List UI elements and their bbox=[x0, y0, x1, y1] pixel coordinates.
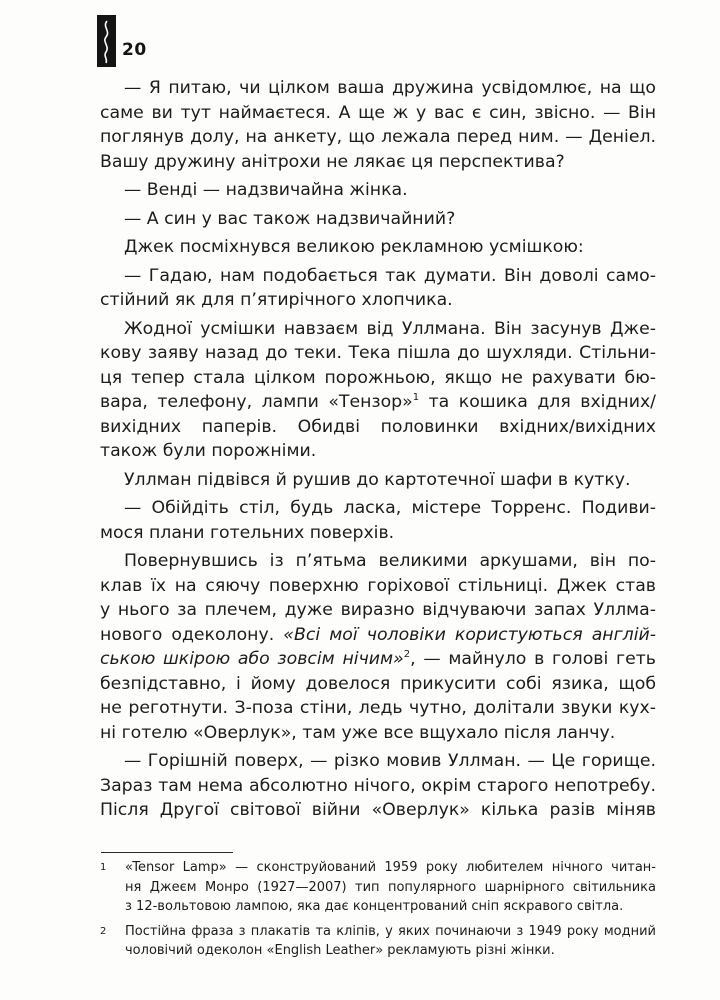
text-line: — А син у вас також надзвичайний? bbox=[124, 208, 456, 229]
paragraph bbox=[100, 496, 656, 545]
text-line: — Обійдіть стіл, будь ласка, містере Торренс. Подиви- bbox=[124, 498, 656, 518]
paragraph bbox=[100, 468, 656, 493]
text-line: саме ви тут наймаєтеся. А ще ж у вас є син, звісно. — Він bbox=[100, 102, 656, 123]
text-line: Після Другої світової війни «Оверлук» кілька разів міняв bbox=[100, 800, 656, 820]
text-line: — Горішній поверх, — різко мовив Уллман. — Це горище. bbox=[124, 751, 656, 771]
footnote-line: чоловічий одеколон «English Leather» рекламують різні жінки. bbox=[125, 943, 555, 958]
page-number: 20 bbox=[122, 40, 147, 60]
text-line: Джек посміхнувся великою рекламною усмішкою: bbox=[124, 237, 584, 257]
text-line: Жодної усмішки навзаєм від Уллмана. Він засунув Дже- bbox=[124, 318, 656, 339]
text-line: — Венді — надзвичайна жінка. bbox=[124, 180, 408, 200]
footnote-line: ня Джеєм Монро (1927—2007) тип популярного шарнірного світильника bbox=[125, 879, 656, 895]
paragraph bbox=[100, 549, 656, 745]
footnote bbox=[100, 922, 656, 961]
paragraph bbox=[100, 749, 656, 823]
paragraph bbox=[100, 76, 656, 174]
italic-quote: ською шкірою або зовсім нічим» bbox=[100, 649, 404, 669]
paragraph bbox=[100, 178, 656, 203]
text-line: ні готелю «Оверлук», там уже все вщухало після ланчу. bbox=[100, 722, 616, 743]
text-line bbox=[100, 647, 656, 672]
text-line: вихідних паперів. Обидві половинки вхідних/вихідних bbox=[100, 416, 656, 437]
footnote bbox=[100, 858, 656, 917]
paragraph bbox=[100, 264, 656, 313]
text-line: також були порожніми. bbox=[100, 441, 317, 461]
text-line: Вашу дружину анітрохи не лякає ця перспектива? bbox=[100, 151, 565, 172]
text-segment: нового одеколону. bbox=[100, 624, 284, 645]
text-line: мося плани готельних поверхів. bbox=[100, 522, 395, 543]
paragraph bbox=[100, 317, 656, 464]
chapter-marker bbox=[97, 15, 116, 67]
footnote-number: 1 bbox=[100, 862, 107, 873]
paragraph bbox=[100, 235, 656, 260]
text-line: безпідставно, і йому довелося прикусити собі язика, щоб bbox=[100, 673, 656, 694]
text-line: — Гадаю, нам подобається так думати. Він доволі само- bbox=[124, 265, 656, 286]
footnote-line: Постійна фраза з плакатів та кліпів, у яких починаючи з 1949 року модний bbox=[125, 923, 656, 939]
footnote-reference[interactable]: 2 bbox=[403, 649, 411, 660]
footnote-line: з 12-вольтовою лампою, яка дає концентрований сніп яскравого світла. bbox=[125, 899, 624, 914]
text-line: кову заяву назад до теки. Тека пішла до шухляди. Стільни- bbox=[100, 343, 656, 363]
text-line: поглянув долу, на анкету, що лежала перед ним. — Деніел. bbox=[100, 127, 656, 147]
text-line: у нього за плечем, дуже виразно відчуваючи запах Уллма- bbox=[100, 600, 656, 620]
body-text bbox=[100, 76, 656, 823]
text-line bbox=[100, 390, 656, 415]
text-segment: , — майнуло в голові геть bbox=[410, 649, 656, 669]
text-segment: та кошика для вхідних/ bbox=[419, 392, 656, 412]
text-line: стійний як для п’ятирічного хлопчика. bbox=[100, 290, 453, 310]
footnote-line: «Tensor Lamp» — сконструйований 1959 року любителем нічного читан- bbox=[125, 860, 656, 875]
text-line: Уллман підвівся й рушив до картотечної шафи в кутку. bbox=[124, 469, 631, 490]
text-line: Повернувшись із п’ятьма великими аркушами, він по- bbox=[124, 551, 656, 571]
italic-quote: «Всі мої чоловіки користуються англій- bbox=[283, 624, 656, 645]
footnote-reference[interactable]: 1 bbox=[412, 392, 420, 403]
text-line: ця тепер стала цілком порожньою, якщо не рахувати бю- bbox=[100, 367, 656, 388]
ornament-icon bbox=[97, 15, 116, 67]
text-segment: вара, телефону, лампи «Тензор» bbox=[100, 392, 413, 412]
text-line bbox=[100, 623, 656, 648]
footnote-divider bbox=[101, 852, 233, 853]
text-line: клав їх на сяючу поверхню горіхової стільниці. Джек став bbox=[100, 575, 656, 596]
footnotes bbox=[100, 858, 656, 961]
footnote-number: 2 bbox=[100, 925, 107, 937]
text-line: — Я питаю, чи цілком ваша дружина усвідомлює, на що bbox=[124, 78, 656, 98]
paragraph bbox=[100, 207, 656, 232]
text-line: не реготнути. З-поза стіни, ледь чутно, долітали звуки кух- bbox=[100, 698, 656, 718]
text-line: Зараз там нема абсолютно нічого, окрім старого непотребу. bbox=[100, 775, 656, 796]
